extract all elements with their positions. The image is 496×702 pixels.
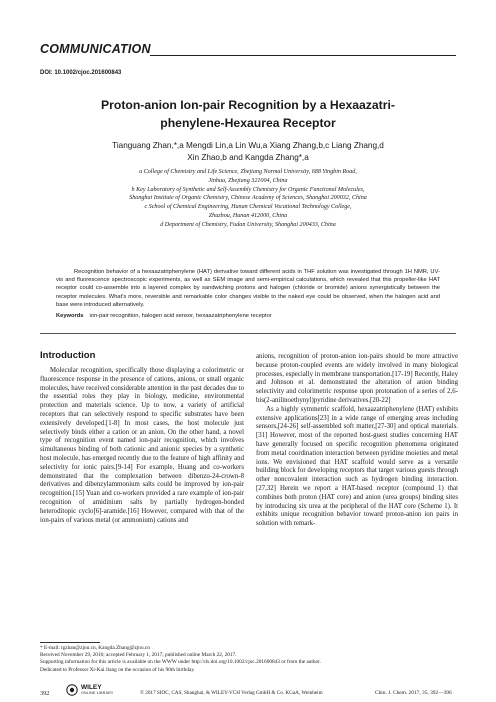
- copyright: © 2017 SIOC, CAS, Shanghai, & WILEY-VCH Verlag GmbH & Co. KGaA, Weinheim: [140, 690, 323, 696]
- journal-reference: Chin. J. Chem. 2017, 35, 392—396: [375, 690, 452, 696]
- footnote-rule: [40, 642, 100, 643]
- doi[interactable]: DOI: 10.1002/cjoc.201600843: [40, 70, 122, 76]
- author-line: Xin Zhao,b and Kangda Zhang*,a: [187, 153, 309, 162]
- section-divider: [40, 333, 456, 334]
- author-list: [80, 140, 416, 164]
- body-column-left: [40, 367, 244, 525]
- affiliation-line: c School of Chemical Engineering, Hunan Chemical Vocational Technology College,: [144, 204, 352, 211]
- footnote-dates: Received November 29, 2016; accepted February 1, 2017; published online March 22, 2017.: [40, 652, 237, 659]
- footnote-supporting-info[interactable]: Supporting information for this article is available on the WWW under http://dx.doi.org/10.1002/cjoc.201600843 or from the author.: [40, 659, 321, 666]
- abstract: Recognition behavior of a hexaazatriphenylene (HAT) derivative toward different acids in THF solution was investigated through 1H NMR, UV-vis and fluorescence spectroscopic experiments, as well as SEM image and semi-empirical calculations, which revealed that this propeller-like HAT receptor could co-assemble into a layered complex by sandwiching protons and halogen (chloride or bromide) anions synergistically between the receptor molecules. What's more, reversible and remarkable color changes visible to the naked eye could be observed, when the halogen acid and base were introduced alternatively.: [56, 269, 440, 308]
- logo-main: WILEY: [81, 684, 102, 691]
- paragraph: Molecular recognition, specifically those displaying a colorimetric or fluorescence response in the presence of cations, anions, or small organic molecules, have received considerable attention in the past decades due to the essential roles they play in biology, medicine, environmental protection and materials science. Up to now, a variety of artificial receptors that can selectively respond to specific substrates have been extensively developed.[1-8] In most cases, the host molecule just selectively binds either a cation or an anion. On the other hand, a novel type of recognition event named ion-pair recognition, which involves simultaneous binding of both cationic and anionic species by a synthetic host molecule, has emerged recently due to the feature of high affinity and selectivity for ionic pairs.[9-14] For example, Huang and co-workers demonstrated that the complexation between dibenzo-24-crown-8 derivatives and dibenzylammonium salts could be improved by ion-pair recognition.[15] Yuan and co-workers provided a rare example of ion-pair recognition of amidinium salts by partially hydrogen-bonded heteroditopic cyclo[6]-aramide.[16] However, compared with that of the ion-pairs of various metal (or ammonium) cations and: [40, 367, 244, 524]
- affiliation-line: Jinhua, Zhejiang 321004, China: [208, 177, 288, 184]
- section-heading: Introduction: [40, 350, 96, 361]
- keywords-label: Keywords: [56, 313, 84, 319]
- article-title: [60, 96, 436, 132]
- paragraph: anions, recognition of proton-anion ion-pairs should be more attractive because proton-coupled events are widely involved in many biological processes, especially in membrane transportation.[17-19] Recently, Haley and Johnson et al. demonstrated the alteration of anion binding selectivity and colorimetric response upon protonation of a series of 2,6-bis(2-anilinoethynyl)pyridine derivatives.[20-22]: [256, 353, 458, 404]
- footnotes: [40, 645, 456, 674]
- affiliation-line: Zhuzhou, Hunan 412000, China: [208, 212, 288, 219]
- paragraph: As a highly symmetric scaffold, hexaazatriphenylene (HAT) exhibits extensive applications[23] in a wide range of emerging areas including sensors,[24-26] self-assembled soft matter,[27-30] and optical materials.[31] However, most of the reported host-guest studies concerning HAT have generally focused on specific recognition phenomena originated from metal coordination interaction between pyridine moieties and metal ions. We envisioned that HAT scaffold would serve as a versatile building block for developing receptors that target various guests through other noncovalent interaction such as hydrogen binding interaction.[27,32] Herein we report a HAT-based receptor (compound 1) that combines both proton (HAT core) and anion (urea groups) binding sites by introducing six urea at the peripheral of the HAT core (Scheme 1). It exhibits unique recognition behavior toward proton-anion ion pairs in solution with remark-: [256, 405, 458, 528]
- affiliation-line: Shanghai Institute of Organic Chemistry, Chinese Academy of Sciences, Shanghai 200032, China: [129, 195, 367, 202]
- wiley-logo: [66, 684, 114, 696]
- body-column-right: [256, 353, 458, 529]
- affiliations: [70, 168, 426, 230]
- keywords: [56, 313, 440, 319]
- section-label: COMMUNICATION: [40, 42, 151, 56]
- footnote-dedication: Dedicated to Professor Xi-Kai Jiang on the occasion of his 90th birthday.: [40, 666, 195, 673]
- logo-sub: ONLINE LIBRARY: [81, 691, 114, 695]
- keywords-text: ion-pair recognition, halogen acid sensor, hexaazatriphenylene receptor: [89, 313, 272, 319]
- affiliation-line: d Department of Chemistry, Fudan University, Shanghai 200433, China: [160, 221, 336, 228]
- title-line: Proton-anion Ion-pair Recognition by a Hexaazatri-: [101, 98, 395, 112]
- page-number: 392: [40, 690, 50, 697]
- author-line: Tianguang Zhan,*,a Mengdi Lin,a Lin Wu,a Xiang Zhang,b,c Liang Zhang,d: [112, 141, 384, 150]
- footnote-email[interactable]: * E-mail: tgzhan@zjnu.cn, Kangda.Zhang@zjnu.cn: [40, 645, 150, 651]
- wiley-mark-icon: [66, 684, 78, 696]
- affiliation-line: b Key Laboratory of Synthetic and Self-Assembly Chemistry for Organic Functional Molecules,: [131, 186, 365, 193]
- title-line: phenylene-Hexaurea Receptor: [160, 116, 336, 130]
- affiliation-line: a College of Chemistry and Life Science, Zhejiang Normal University, 688 Yingbin Road,: [139, 169, 357, 175]
- header-rule: [150, 55, 456, 56]
